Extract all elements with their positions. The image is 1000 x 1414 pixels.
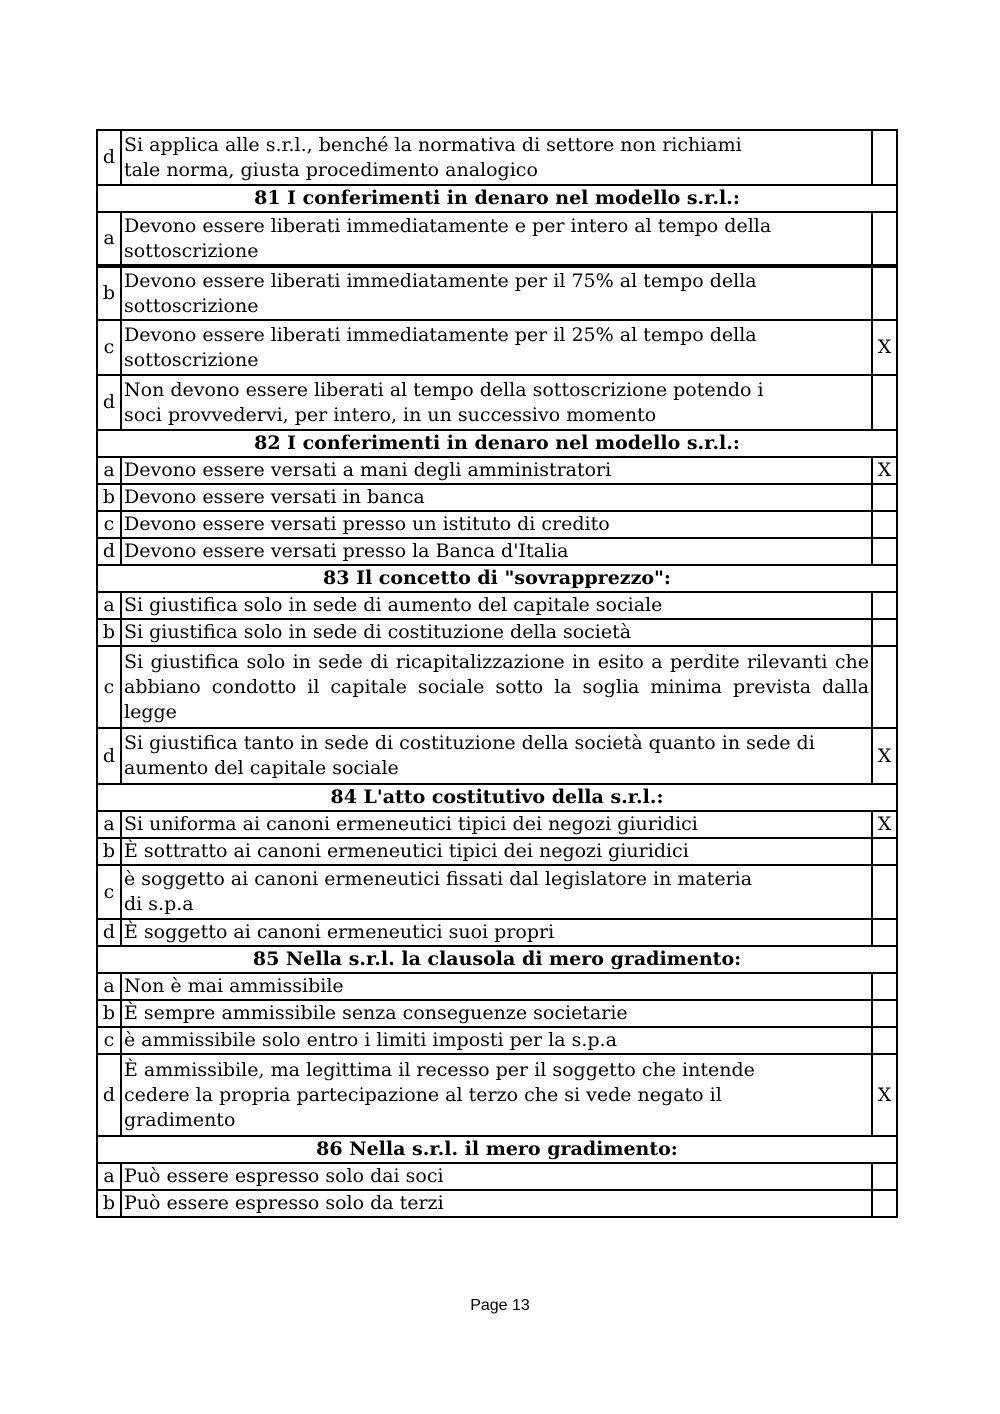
answer-letter: a xyxy=(97,592,121,619)
question-title: 84 L'atto costitutivo della s.r.l.: xyxy=(97,784,897,811)
answer-mark xyxy=(872,1190,897,1217)
answer-letter: d xyxy=(97,538,121,565)
answer-row xyxy=(97,511,897,538)
answer-mark xyxy=(872,592,897,619)
question-row xyxy=(97,1136,897,1163)
answer-text: Può essere espresso solo dai soci xyxy=(121,1163,872,1190)
answer-row xyxy=(97,1163,897,1190)
answer-row xyxy=(97,646,897,728)
answer-row xyxy=(97,1000,897,1027)
answer-text: Si giustifica solo in sede di ricapitalizzazione in esito a perdite rilevanti che abbiano condotto il capitale sociale sotto la soglia minima prevista dalla legge xyxy=(121,646,872,728)
answer-letter: c xyxy=(97,320,121,375)
answer-mark xyxy=(872,484,897,511)
answer-letter: c xyxy=(97,1027,121,1054)
question-row xyxy=(97,784,897,811)
answer-text: Devono essere versati in banca xyxy=(121,484,872,511)
answer-letter: d xyxy=(97,1054,121,1136)
answer-letter: b xyxy=(97,266,121,320)
answer-letter: a xyxy=(97,1163,121,1190)
answer-letter: d xyxy=(97,728,121,784)
answer-mark xyxy=(872,973,897,1000)
question-row xyxy=(97,946,897,973)
answer-row xyxy=(97,1190,897,1217)
answer-row xyxy=(97,865,897,919)
answer-row xyxy=(97,973,897,1000)
answer-row xyxy=(97,728,897,784)
question-title: 82 I conferimenti in denaro nel modello s.r.l.: xyxy=(97,430,897,457)
answer-row xyxy=(97,457,897,484)
answer-row xyxy=(97,1027,897,1054)
answer-letter: c xyxy=(97,865,121,919)
answer-mark xyxy=(872,212,897,266)
answer-text: È ammissibile, ma legittima il recesso per il soggetto che intende cedere la propria partecipazione al terzo che si vede negato il gradimento xyxy=(121,1054,872,1136)
answer-text: Devono essere liberati immediatamente e per intero al tempo della sottoscrizione xyxy=(121,212,872,266)
answer-text: Può essere espresso solo da terzi xyxy=(121,1190,872,1217)
answer-text: Si giustifica tanto in sede di costituzione della società quanto in sede di aumento del capitale sociale xyxy=(121,728,872,784)
answer-row xyxy=(97,919,897,946)
answer-text: Si applica alle s.r.l., benché la normativa di settore non richiami tale norma, giusta procedimento analogico xyxy=(121,130,872,185)
answer-row xyxy=(97,484,897,511)
answer-mark: X xyxy=(872,811,897,838)
question-title: 86 Nella s.r.l. il mero gradimento: xyxy=(97,1136,897,1163)
answer-mark xyxy=(872,511,897,538)
question-row xyxy=(97,185,897,212)
answer-letter: b xyxy=(97,1000,121,1027)
answer-text: Si uniforma ai canoni ermeneutici tipici dei negozi giuridici xyxy=(121,811,872,838)
answer-mark: X xyxy=(872,457,897,484)
answer-letter: b xyxy=(97,1190,121,1217)
answer-mark xyxy=(872,1027,897,1054)
answer-letter: a xyxy=(97,973,121,1000)
answer-row xyxy=(97,266,897,320)
answer-text: Devono essere liberati immediatamente per il 75% al tempo della sottoscrizione xyxy=(121,266,872,320)
answer-row xyxy=(97,212,897,266)
answer-letter: c xyxy=(97,511,121,538)
answer-letter: b xyxy=(97,484,121,511)
answer-letter: d xyxy=(97,130,121,185)
answer-mark xyxy=(872,646,897,728)
answer-mark xyxy=(872,130,897,185)
answer-mark xyxy=(872,1163,897,1190)
answer-text: è ammissibile solo entro i limiti imposti per la s.p.a xyxy=(121,1027,872,1054)
answer-letter: a xyxy=(97,811,121,838)
answer-mark xyxy=(872,865,897,919)
answer-text: Non è mai ammissibile xyxy=(121,973,872,1000)
question-title: 83 Il concetto di "sovrapprezzo": xyxy=(97,565,897,592)
answer-row xyxy=(97,811,897,838)
answer-text: Devono essere versati a mani degli amministratori xyxy=(121,457,872,484)
question-title: 81 I conferimenti in denaro nel modello s.r.l.: xyxy=(97,185,897,212)
answer-mark: X xyxy=(872,728,897,784)
answer-letter: b xyxy=(97,838,121,865)
answer-row xyxy=(97,538,897,565)
answer-text: Devono essere versati presso la Banca d'Italia xyxy=(121,538,872,565)
answer-text: Si giustifica solo in sede di costituzione della società xyxy=(121,619,872,646)
answer-letter: d xyxy=(97,375,121,430)
answer-mark: X xyxy=(872,1054,897,1136)
quiz-table xyxy=(96,129,898,1218)
answer-row xyxy=(97,619,897,646)
answer-letter: a xyxy=(97,457,121,484)
answer-row xyxy=(97,320,897,375)
answer-row xyxy=(97,130,897,185)
answer-mark xyxy=(872,1000,897,1027)
answer-mark xyxy=(872,619,897,646)
answer-text: È sottratto ai canoni ermeneutici tipici dei negozi giuridici xyxy=(121,838,872,865)
answer-mark xyxy=(872,838,897,865)
answer-text: è soggetto ai canoni ermeneutici fissati dal legislatore in materia di s.p.a xyxy=(121,865,872,919)
answer-mark xyxy=(872,375,897,430)
question-row xyxy=(97,430,897,457)
answer-text: Si giustifica solo in sede di aumento del capitale sociale xyxy=(121,592,872,619)
answer-letter: b xyxy=(97,619,121,646)
answer-letter: c xyxy=(97,646,121,728)
page-number: Page 13 xyxy=(470,1297,530,1314)
answer-mark xyxy=(872,266,897,320)
answer-mark xyxy=(872,538,897,565)
answer-letter: d xyxy=(97,919,121,946)
question-title: 85 Nella s.r.l. la clausola di mero gradimento: xyxy=(97,946,897,973)
answer-row xyxy=(97,838,897,865)
answer-text: È sempre ammissibile senza conseguenze societarie xyxy=(121,1000,872,1027)
answer-text: Devono essere versati presso un istituto di credito xyxy=(121,511,872,538)
answer-row xyxy=(97,1054,897,1136)
answer-mark: X xyxy=(872,320,897,375)
answer-text: Non devono essere liberati al tempo della sottoscrizione potendo i soci provvedervi, per intero, in un successivo momento xyxy=(121,375,872,430)
answer-row xyxy=(97,592,897,619)
answer-text: Devono essere liberati immediatamente per il 25% al tempo della sottoscrizione xyxy=(121,320,872,375)
answer-row xyxy=(97,375,897,430)
answer-letter: a xyxy=(97,212,121,266)
question-row xyxy=(97,565,897,592)
answer-text: È soggetto ai canoni ermeneutici suoi propri xyxy=(121,919,872,946)
answer-mark xyxy=(872,919,897,946)
